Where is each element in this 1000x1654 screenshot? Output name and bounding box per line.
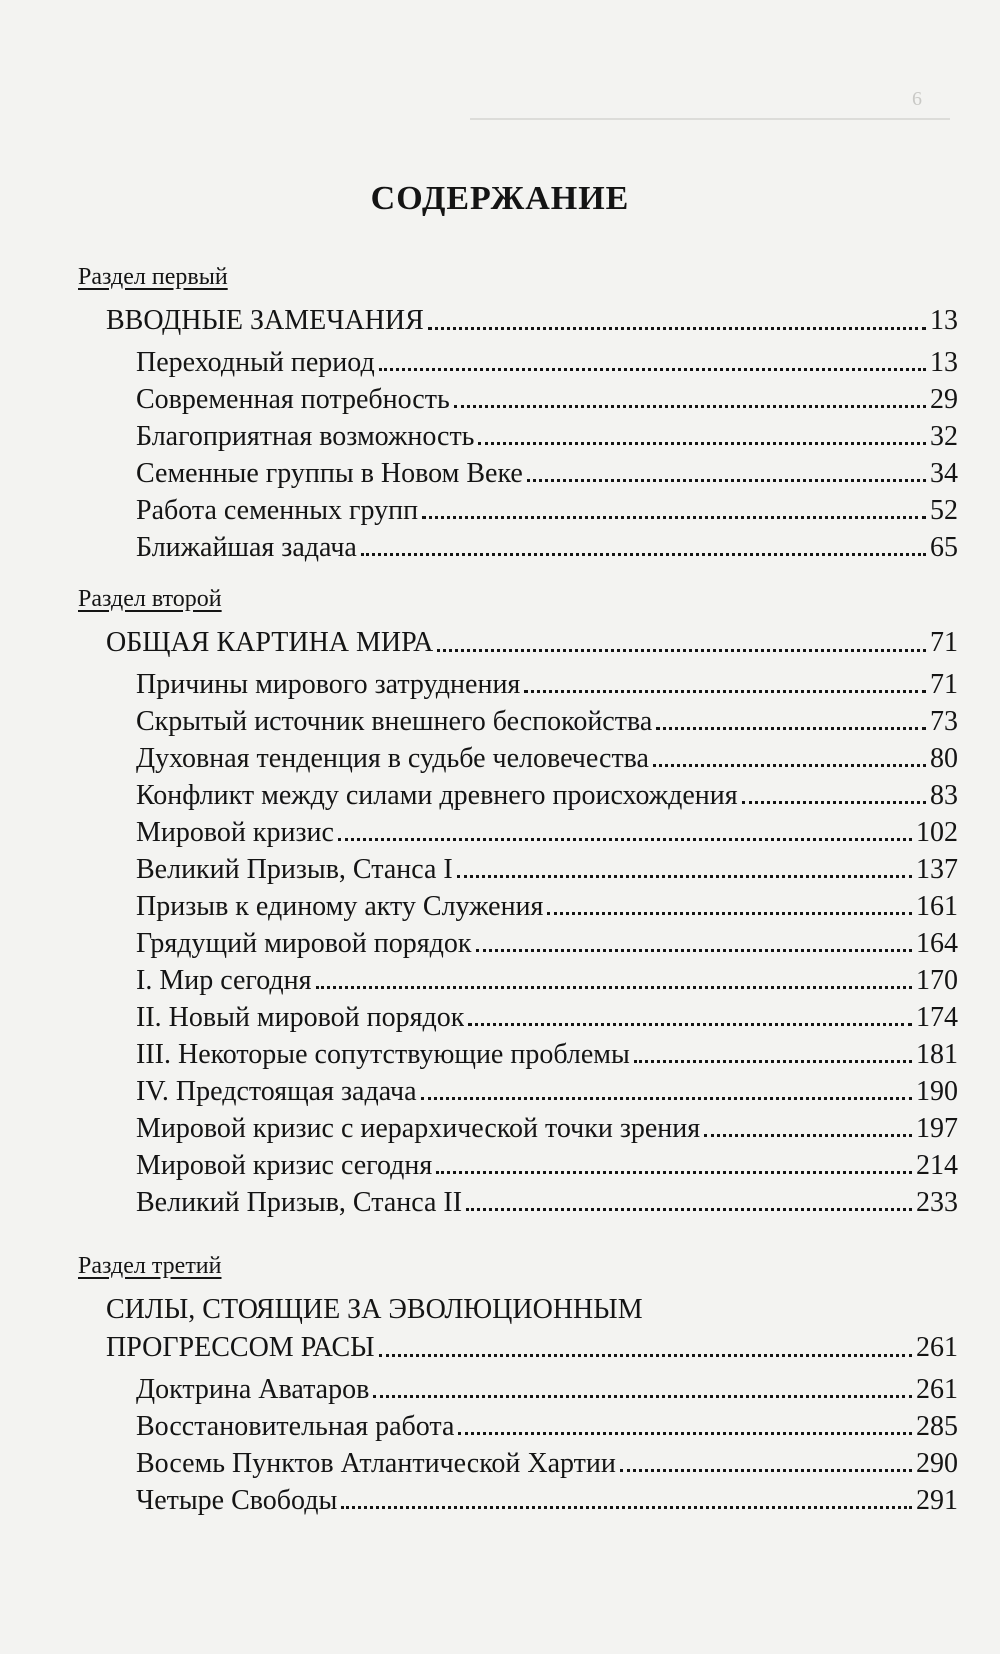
dot-leader xyxy=(373,1395,912,1398)
toc-entry[interactable] xyxy=(136,1110,958,1147)
entry-title: I. Мир сегодня xyxy=(136,965,312,996)
page-number-corner: 6 xyxy=(912,88,922,110)
page-number: 261 xyxy=(916,1332,958,1363)
entry-title: Духовная тенденция в судьбе человечества xyxy=(136,743,649,774)
section-label: Раздел третий xyxy=(78,1253,222,1279)
chapter-entry[interactable] xyxy=(106,1329,958,1367)
entry-title: Четыре Свободы xyxy=(136,1485,338,1516)
dot-leader xyxy=(742,801,926,804)
toc-entry[interactable] xyxy=(136,1371,958,1408)
page-number: 34 xyxy=(930,458,958,489)
dot-leader xyxy=(620,1469,912,1472)
toc-entry[interactable] xyxy=(136,740,958,777)
dot-leader xyxy=(634,1060,912,1063)
toc-entry[interactable] xyxy=(136,1445,958,1482)
toc-entry[interactable] xyxy=(136,888,958,925)
toc-entry[interactable] xyxy=(136,851,958,888)
page-number: 102 xyxy=(916,817,958,848)
entry-title: Великий Призыв, Станса I xyxy=(136,854,453,885)
page-number: 83 xyxy=(930,780,958,811)
section-label: Раздел второй xyxy=(78,586,222,612)
dot-leader xyxy=(656,727,926,730)
entry-title: Восемь Пунктов Атлантической Хартии xyxy=(136,1448,616,1479)
page-number: 197 xyxy=(916,1113,958,1144)
dot-leader xyxy=(458,1432,912,1435)
toc-entry[interactable] xyxy=(136,529,958,566)
toc-entry[interactable] xyxy=(136,1408,958,1445)
page-number: 71 xyxy=(930,669,958,700)
chapter-title: ВВОДНЫЕ ЗАМЕЧАНИЯ xyxy=(106,305,424,336)
dot-leader xyxy=(468,1023,912,1026)
page-number: 52 xyxy=(930,495,958,526)
page-number: 190 xyxy=(916,1076,958,1107)
entry-title: IV. Предстоящая задача xyxy=(136,1076,417,1107)
toc-entry[interactable] xyxy=(136,962,958,999)
dot-leader xyxy=(428,327,926,330)
entry-title: III. Некоторые сопутствующие проблемы xyxy=(136,1039,630,1070)
dot-leader xyxy=(476,949,912,952)
entry-title: Призыв к единому акту Служения xyxy=(136,891,544,922)
chapter-title: ОБЩАЯ КАРТИНА МИРА xyxy=(106,627,434,658)
dot-leader xyxy=(466,1208,912,1211)
page-number: 137 xyxy=(916,854,958,885)
dot-leader xyxy=(361,553,926,556)
entry-title: Причины мирового затруднения xyxy=(136,669,521,700)
toc-entry[interactable] xyxy=(136,1036,958,1073)
chapter-entry[interactable] xyxy=(106,624,958,662)
page-number: 291 xyxy=(916,1485,958,1516)
page-number: 233 xyxy=(916,1187,958,1218)
dot-leader xyxy=(338,838,912,841)
page-number: 170 xyxy=(916,965,958,996)
dot-leader xyxy=(436,1171,912,1174)
section-2 xyxy=(78,580,958,1221)
page-number: 181 xyxy=(916,1039,958,1070)
toc-entry[interactable] xyxy=(136,814,958,851)
dot-leader xyxy=(421,1097,912,1100)
dot-leader xyxy=(457,875,912,878)
entry-title: Семенные группы в Новом Веке xyxy=(136,458,523,489)
page-number: 32 xyxy=(930,421,958,452)
page-number: 174 xyxy=(916,1002,958,1033)
section-label: Раздел первый xyxy=(78,264,228,290)
page-number: 164 xyxy=(916,928,958,959)
section-1 xyxy=(78,258,958,566)
toc-entry[interactable] xyxy=(136,999,958,1036)
page-number: 13 xyxy=(930,347,958,378)
dot-leader xyxy=(653,764,926,767)
dot-leader xyxy=(454,405,926,408)
entry-title: Восстановительная работа xyxy=(136,1411,455,1442)
dot-leader xyxy=(341,1506,912,1509)
toc-entry[interactable] xyxy=(136,666,958,703)
entry-title: II. Новый мировой порядок xyxy=(136,1002,465,1033)
entry-title: Мировой кризис xyxy=(136,817,334,848)
page-number: 285 xyxy=(916,1411,958,1442)
dot-leader xyxy=(422,516,926,519)
header-rule xyxy=(470,118,950,120)
toc-entry[interactable] xyxy=(136,418,958,455)
entry-title: Конфликт между силами древнего происхождения xyxy=(136,780,738,811)
entry-title: Переходный период xyxy=(136,347,375,378)
page-number: 71 xyxy=(930,627,958,658)
entry-title: Скрытый источник внешнего беспокойства xyxy=(136,706,653,737)
entry-title: Мировой кризис сегодня xyxy=(136,1150,433,1181)
page-number: 73 xyxy=(930,706,958,737)
dot-leader xyxy=(478,442,926,445)
dot-leader xyxy=(527,479,926,482)
section-3 xyxy=(78,1247,958,1519)
entry-title: Доктрина Аватаров xyxy=(136,1374,370,1405)
entry-title: Великий Призыв, Станса II xyxy=(136,1187,463,1218)
dot-leader xyxy=(379,368,926,371)
page-number: 261 xyxy=(916,1374,958,1405)
page-number: 161 xyxy=(916,891,958,922)
spacer xyxy=(78,1221,958,1247)
toc-entry[interactable] xyxy=(136,925,958,962)
dot-leader xyxy=(524,690,926,693)
page-number: 214 xyxy=(916,1150,958,1181)
entry-title: Мировой кризис с иерархической точки зрения xyxy=(136,1113,701,1144)
page-number: 13 xyxy=(930,305,958,336)
toc-entry[interactable] xyxy=(136,1073,958,1110)
toc-entry[interactable] xyxy=(136,344,958,381)
toc-entry[interactable] xyxy=(136,381,958,418)
entry-title: Благоприятная возможность xyxy=(136,421,475,452)
toc-entry[interactable] xyxy=(136,1147,958,1184)
page-number: 29 xyxy=(930,384,958,415)
toc-entry[interactable] xyxy=(136,492,958,529)
toc-entry[interactable] xyxy=(136,777,958,814)
table-of-contents xyxy=(78,258,958,1519)
dot-leader xyxy=(704,1134,912,1137)
dot-leader xyxy=(379,1354,912,1357)
toc-entry[interactable] xyxy=(136,1482,958,1519)
entry-title: Грядущий мировой порядок xyxy=(136,928,472,959)
entry-title: Ближайшая задача xyxy=(136,532,357,563)
dot-leader xyxy=(547,912,912,915)
page-title: СОДЕРЖАНИЕ xyxy=(370,180,630,217)
toc-entry[interactable] xyxy=(136,703,958,740)
entry-title: Работа семенных групп xyxy=(136,495,419,526)
chapter-title-line-1[interactable]: СИЛЫ, СТОЯЩИЕ ЗА ЭВОЛЮЦИОННЫМ xyxy=(106,1294,643,1325)
chapter-entry[interactable] xyxy=(106,302,958,340)
toc-entry[interactable] xyxy=(136,455,958,492)
page-number: 65 xyxy=(930,532,958,563)
dot-leader xyxy=(437,649,926,652)
chapter-title: ПРОГРЕССОМ РАСЫ xyxy=(106,1332,375,1363)
page-number: 80 xyxy=(930,743,958,774)
page-number: 290 xyxy=(916,1448,958,1479)
dot-leader xyxy=(316,986,913,989)
entry-title: Современная потребность xyxy=(136,384,450,415)
toc-entry[interactable] xyxy=(136,1184,958,1221)
